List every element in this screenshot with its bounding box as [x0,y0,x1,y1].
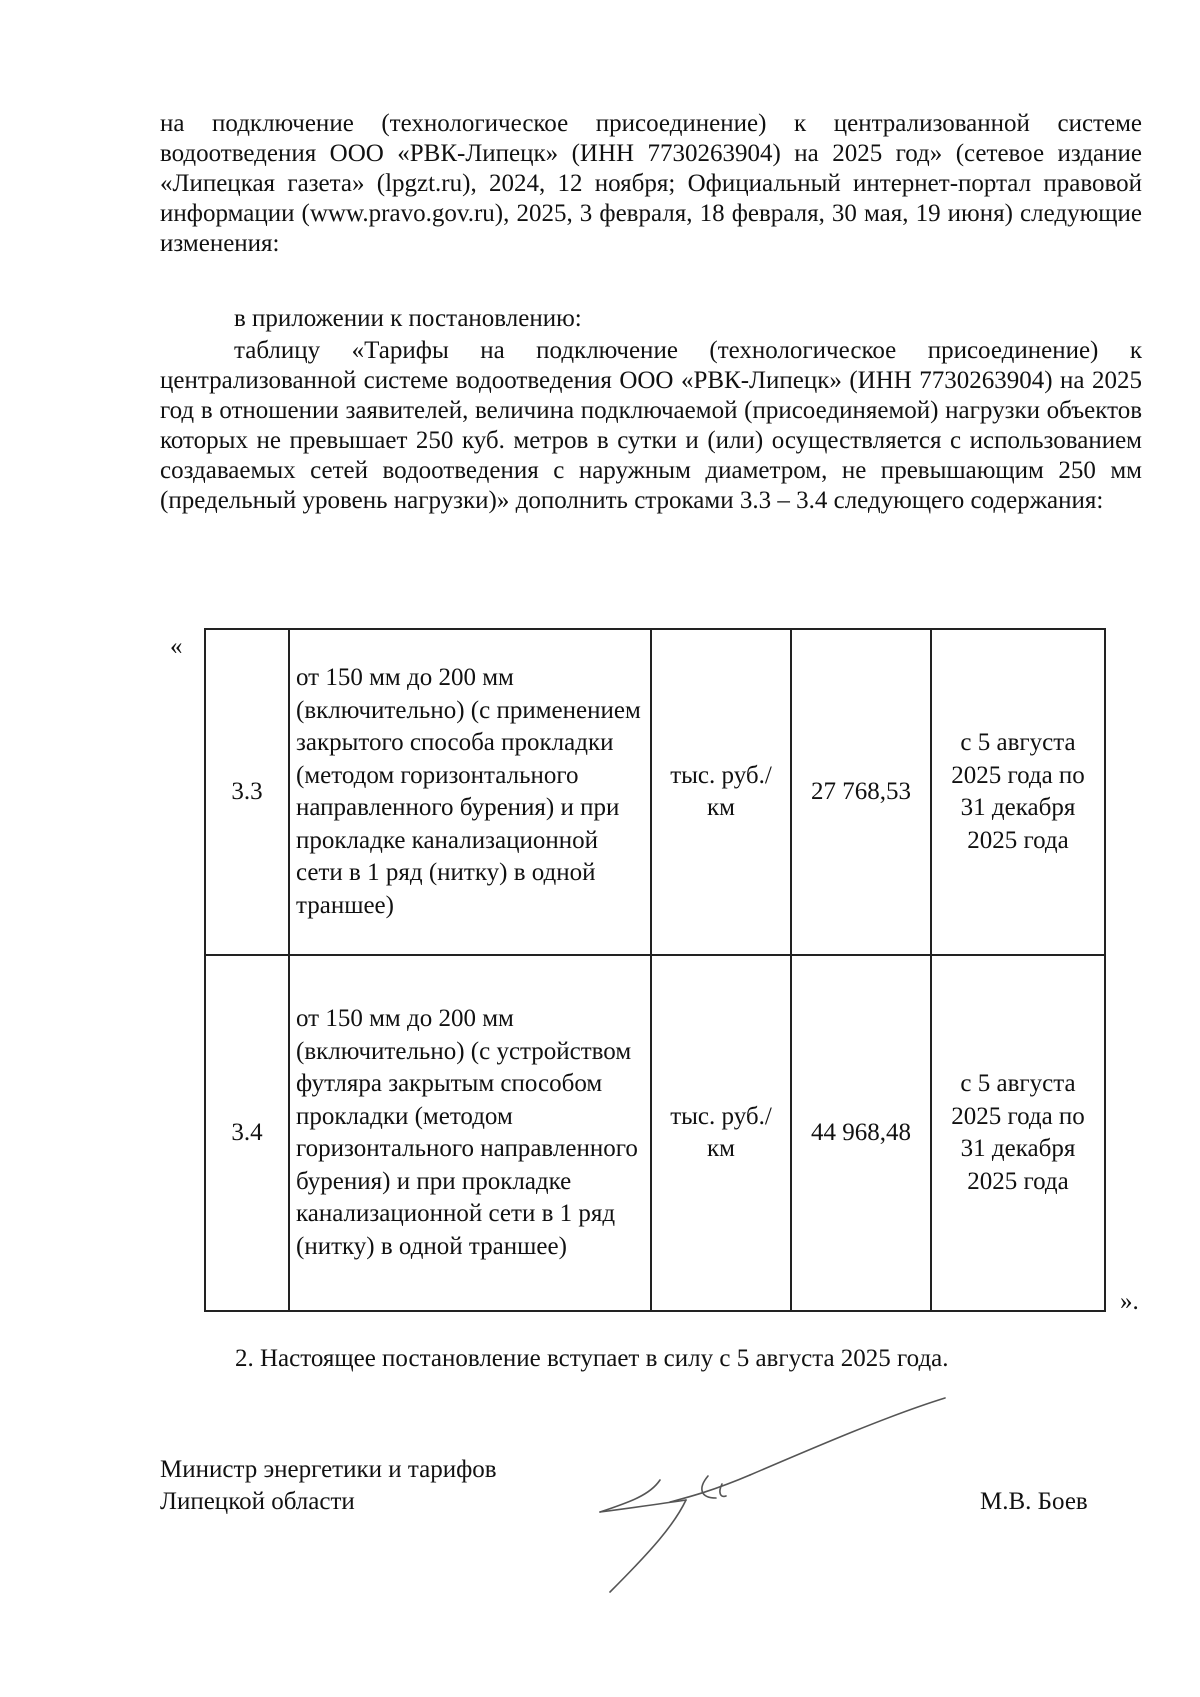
handwritten-signature [590,1380,950,1600]
row-value: 44 968,48 [791,955,931,1311]
row-description: от 150 мм до 200 мм (включительно) (с устройством футляра закрытым способом прокладки (методом горизонтального направленного бурения) и при прокладке канализационной сети в 1 ряд (нитку) в одной траншее) [289,955,651,1311]
effective-date-paragraph: 2. Настоящее постановление вступает в силу с 5 августа 2025 года. [235,1345,949,1372]
table-close-quote: ». [1120,1288,1139,1315]
tariff-table [204,628,1106,1312]
signatory-name: М.В. Боев [980,1488,1088,1515]
signatory-title [160,1454,497,1518]
row-unit: тыс. руб./км [651,955,791,1311]
table-open-quote: « [170,633,183,660]
table-amendment-paragraph: таблицу «Тарифы на подключение (технологическое присоединение) к централизованной системе водоотведения ООО «РВК-Липецк» (ИНН 7730263904) на 2025 год в отношении заявителей, величина подключаемой (присоединяемой) нагрузки объектов которых не превышает 250 куб. метров в сутки и (или) осуществляется с использованием создаваемых сетей водоотведения с наружным диаметром, не превышающим 250 мм (предельный уровень нагрузки)» дополнить строками 3.3 – 3.4 следующего содержания: [160,337,1142,514]
row-period: с 5 августа 2025 года по 31 декабря 2025 года [931,629,1105,955]
row-description: от 150 мм до 200 мм (включительно) (с применением закрытого способа прокладки (методом горизонтального направленного бурения) и при прокладке канализационной сети в 1 ряд (нитку) в одной траншее) [289,629,651,955]
intro-paragraph: на подключение (технологическое присоединение) к централизованной системе водоотведения ООО «РВК-Липецк» (ИНН 7730263904) на 2025 год» (сетевое издание «Липецкая газета» (lpgzt.ru), 2024, 12 ноября; Официальный интернет-портал правовой информации (www.pravo.gov.ru), 2025, 3 февраля, 18 февраля, 30 мая, 19 июня) следующие изменения: [160,110,1142,257]
table-row [205,629,1105,955]
row-period: с 5 августа 2025 года по 31 декабря 2025 года [931,955,1105,1311]
row-number: 3.3 [205,629,289,955]
row-unit: тыс. руб./км [651,629,791,955]
appendix-paragraph: в приложении к постановлению: [234,305,582,332]
table-row [205,955,1105,1311]
row-value: 27 768,53 [791,629,931,955]
signatory-title-line: Липецкой области [160,1488,355,1515]
signatory-title-line: Министр энергетики и тарифов [160,1456,497,1483]
row-number: 3.4 [205,955,289,1311]
